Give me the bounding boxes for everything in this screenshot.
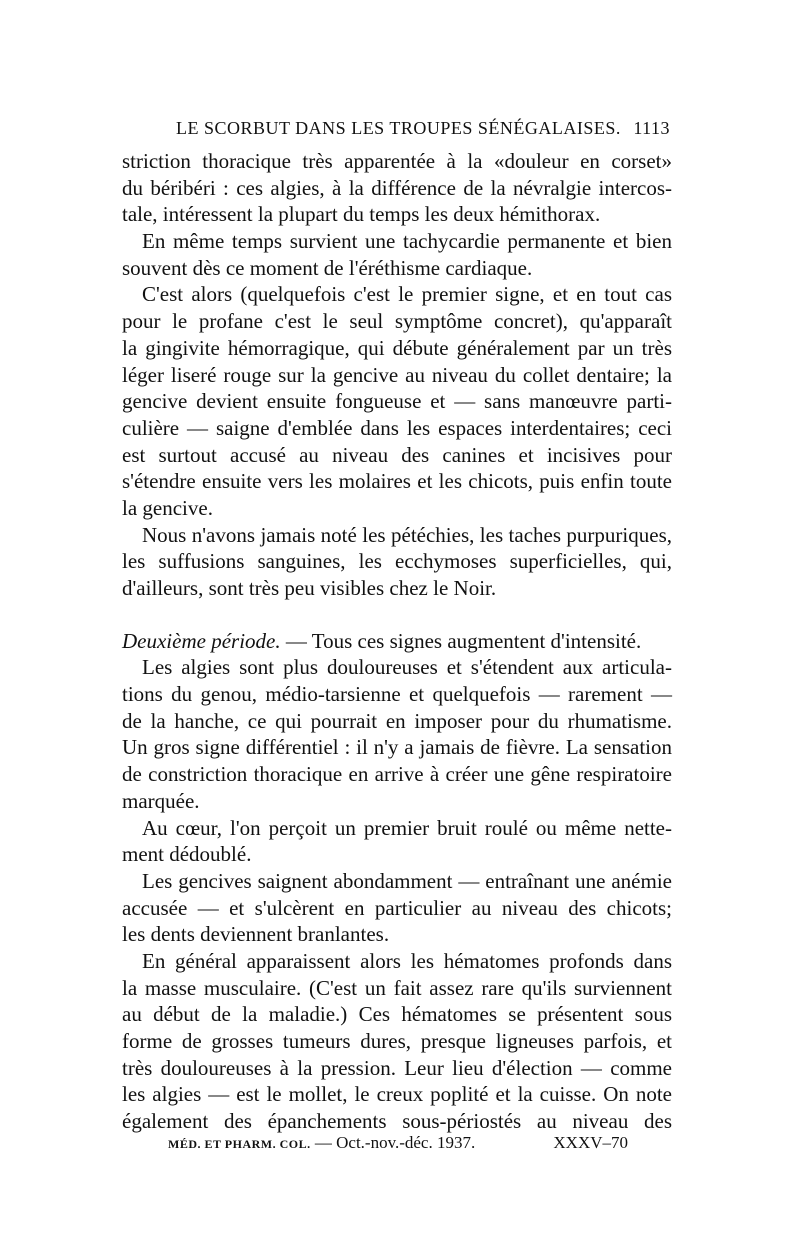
text-line: Au cœur, l'on perçoit un premier bruit roulé ou même nette-	[142, 815, 672, 840]
text-line: souvent dès ce moment de l'éréthisme cardiaque.	[122, 255, 533, 280]
text-line: Les gencives saignent abondamment — entraînant une anémie	[142, 868, 672, 893]
text-line: très douloureuses à la pression. Leur lieu d'élection — comme	[122, 1055, 672, 1080]
page-number: 1113	[633, 118, 670, 138]
text-segment: — Tous ces signes augmentent d'intensité.	[285, 628, 642, 653]
text-line: de constriction thoracique en arrive à créer une gêne respiratoire	[122, 762, 672, 787]
text-line: la gencive.	[122, 495, 213, 520]
text-line: ment dédoublé.	[122, 842, 252, 867]
text-line: s'étendre ensuite vers les molaires et les chicots, puis enfin toute	[122, 469, 672, 494]
text-line: tions du genou, médio-tarsienne et quelquefois — rarement —	[122, 682, 672, 707]
text-line: Les algies sont plus douloureuses et s'étendent aux articula-	[142, 655, 672, 680]
text-line: léger liseré rouge sur la gencive au niveau du collet dentaire; la	[122, 362, 672, 387]
issue-date: — Oct.-nov.-déc. 1937.	[314, 1133, 476, 1152]
signature-mark: XXXV–70	[553, 1133, 628, 1152]
text-line: les algies — est le mollet, le creux poplité et la cuisse. On note	[122, 1082, 672, 1107]
text-line: forme de grosses tumeurs dures, presque ligneuses parfois, et	[122, 1029, 672, 1053]
text-line: au début de la maladie.) Ces hématomes se présentent sous	[122, 1002, 672, 1027]
text-line: marquée.	[122, 788, 200, 813]
text-line: du béribéri : ces algies, à la différence de la névralgie intercos-	[122, 175, 672, 200]
text-line: accusée — et s'ulcèrent en particulier au niveau des chicots;	[122, 895, 672, 920]
text-line: d'ailleurs, sont très peu visibles chez le Noir.	[122, 576, 497, 600]
text-line: pour le profane c'est le seul symptôme concret), qu'apparaît	[122, 309, 672, 334]
text-line: également des épanchements sous-périostés au niveau des	[122, 1109, 672, 1134]
body-text	[122, 148, 672, 1135]
text-line: les dents deviennent branlantes.	[122, 922, 390, 947]
text-line: En même temps survient une tachycardie permanente et bien	[142, 229, 672, 254]
page-footer	[168, 1133, 628, 1157]
text-line: la gingivite hémorragique, qui débute généralement par un très	[122, 335, 672, 360]
section-heading: Deuxième période.	[122, 628, 281, 653]
text-line: striction thoracique très apparentée à la «douleur en corset»	[122, 149, 672, 173]
footer-citation	[168, 1133, 475, 1153]
text-line: de la hanche, ce qui pourrait en imposer pour du rhumatisme.	[122, 708, 672, 733]
running-header	[122, 118, 670, 142]
running-title: LE SCORBUT DANS LES TROUPES SÉNÉGALAISES.	[176, 118, 621, 138]
section-heading-line	[122, 628, 672, 655]
text-line: C'est alors (quelquefois c'est le premier signe, et en tout cas	[142, 282, 672, 307]
text-line: En général apparaissent alors les hématomes profonds dans	[142, 948, 672, 973]
text-line: Un gros signe différentiel : il n'y a jamais de fièvre. La sensation	[122, 735, 672, 760]
text-line: Nous n'avons jamais noté les pétéchies, les taches purpuriques,	[142, 522, 672, 547]
text-line: est surtout accusé au niveau des canines et incisives pour	[122, 442, 672, 467]
text-line: culière — saigne d'emblée dans les espaces interdentaires; ceci	[122, 415, 672, 440]
journal-abbrev: MÉD. ET PHARM. COL.	[168, 1137, 311, 1151]
text-line: tale, intéressent la plupart du temps les deux hémithorax.	[122, 202, 601, 227]
section-gap	[122, 602, 672, 628]
text-line: les suffusions sanguines, les ecchymoses superficielles, qui,	[122, 549, 672, 574]
text-line: gencive devient ensuite fongueuse et — sans manœuvre parti-	[122, 389, 672, 414]
text-line: la masse musculaire. (C'est un fait assez rare qu'ils surviennent	[122, 975, 672, 1000]
